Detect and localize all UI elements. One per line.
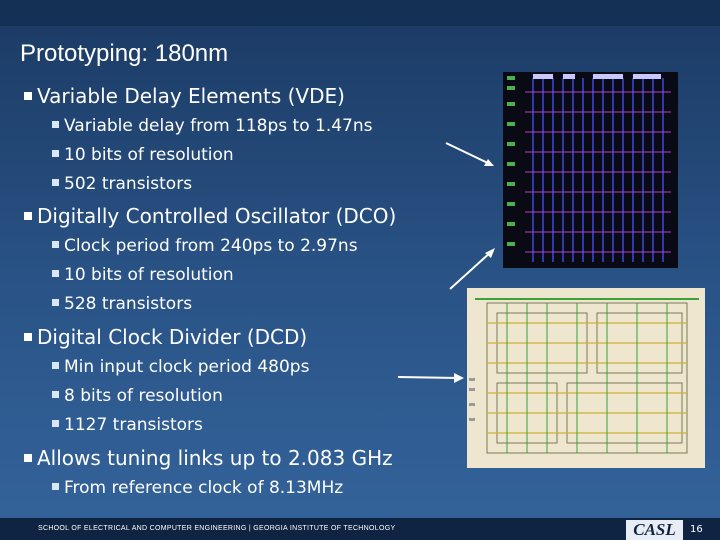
bullet-square-icon bbox=[24, 454, 32, 462]
top-band bbox=[0, 0, 720, 26]
page-number: 16 bbox=[690, 524, 703, 535]
arrow-to-dcd-layout-icon bbox=[396, 368, 466, 388]
sub-bullet bbox=[52, 415, 203, 435]
bullet-allows bbox=[24, 446, 393, 470]
bullet-square-icon bbox=[52, 299, 59, 306]
sub-bullet-label: 1127 transistors bbox=[64, 415, 203, 435]
sub-bullet bbox=[52, 116, 373, 136]
sub-bullet-label: Min input clock period 480ps bbox=[64, 357, 310, 377]
arrow-to-vde-layout-icon bbox=[440, 135, 500, 175]
bullet-square-icon bbox=[24, 333, 32, 341]
bullet-dcd bbox=[24, 325, 307, 349]
bullet-square-icon bbox=[52, 270, 59, 277]
bullet-square-icon bbox=[52, 121, 59, 128]
sub-bullet bbox=[52, 386, 223, 406]
dcd-layout-image bbox=[467, 288, 705, 468]
slide-title: Prototyping: 180nm bbox=[20, 40, 229, 67]
bullet-square-icon bbox=[52, 391, 59, 398]
vde-layout-image bbox=[503, 72, 678, 268]
bullet-square-icon bbox=[52, 179, 59, 186]
sub-bullet-label: Variable delay from 118ps to 1.47ns bbox=[64, 116, 373, 136]
bullet-square-icon bbox=[52, 150, 59, 157]
sub-bullet bbox=[52, 357, 309, 377]
vde-layout-graphic bbox=[503, 72, 678, 268]
footer-institution: SCHOOL OF ELECTRICAL AND COMPUTER ENGINEERING | GEORGIA INSTITUTE OF TECHNOLOGY bbox=[38, 525, 396, 532]
sub-bullet-label: 502 transistors bbox=[64, 174, 193, 194]
sub-bullet bbox=[52, 174, 192, 194]
bullet-square-icon bbox=[52, 241, 59, 248]
bullet-label: Variable Delay Elements (VDE) bbox=[37, 84, 345, 108]
bullet-square-icon bbox=[24, 92, 32, 100]
bullet-square-icon bbox=[52, 362, 59, 369]
sub-bullet bbox=[52, 145, 234, 165]
bullet-dco bbox=[24, 204, 396, 228]
bullet-vde bbox=[24, 84, 345, 108]
sub-bullet bbox=[52, 236, 358, 256]
sub-bullet-label: 528 transistors bbox=[64, 294, 193, 314]
bullet-square-icon bbox=[52, 483, 59, 490]
sub-bullet-label: 10 bits of resolution bbox=[64, 265, 234, 285]
bullet-square-icon bbox=[52, 420, 59, 427]
bullet-label: Digitally Controlled Oscillator (DCO) bbox=[37, 204, 397, 228]
sub-bullet-label: 10 bits of resolution bbox=[64, 145, 234, 165]
sub-bullet-label: From reference clock of 8.13MHz bbox=[64, 478, 344, 498]
dcd-layout-graphic bbox=[467, 288, 705, 468]
sub-bullet bbox=[52, 265, 234, 285]
bullet-label: Digital Clock Divider (DCD) bbox=[37, 325, 308, 349]
bullet-label: Allows tuning links up to 2.083 GHz bbox=[37, 446, 393, 470]
sub-bullet-label: 8 bits of resolution bbox=[64, 386, 223, 406]
bullet-square-icon bbox=[24, 212, 32, 220]
sub-bullet-label: Clock period from 240ps to 2.97ns bbox=[64, 236, 358, 256]
casl-logo: CASL bbox=[626, 520, 683, 540]
sub-bullet bbox=[52, 294, 192, 314]
sub-bullet bbox=[52, 478, 343, 498]
